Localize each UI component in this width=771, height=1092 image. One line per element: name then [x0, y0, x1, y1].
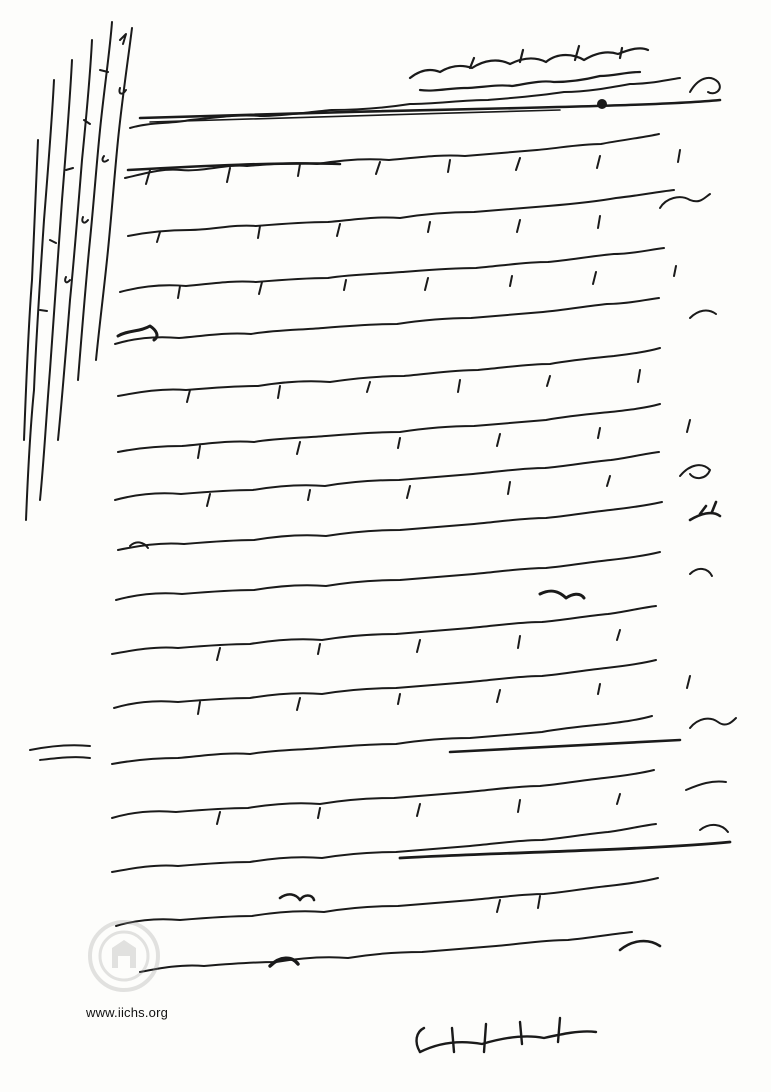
line-5 — [115, 298, 716, 344]
line-15 — [112, 824, 730, 872]
line-3 — [128, 190, 710, 242]
line-16 — [116, 878, 658, 926]
line-11 — [112, 606, 656, 660]
iichs-seal-logo — [86, 918, 162, 994]
line-14 — [112, 770, 726, 824]
line-7 — [118, 404, 690, 458]
line-17 — [140, 932, 660, 972]
line-6 — [118, 348, 660, 402]
margin-note — [24, 22, 132, 520]
line-8 — [115, 452, 710, 506]
line-1 — [130, 78, 720, 128]
line-10 — [116, 552, 712, 600]
signature — [417, 1018, 596, 1052]
line-12 — [114, 660, 690, 714]
source-url: www.iichs.org — [86, 1005, 169, 1020]
line-13 — [30, 716, 736, 764]
line-4 — [120, 248, 676, 298]
heading-line — [410, 46, 648, 91]
line-2 — [125, 134, 680, 184]
line-9 — [118, 502, 720, 550]
